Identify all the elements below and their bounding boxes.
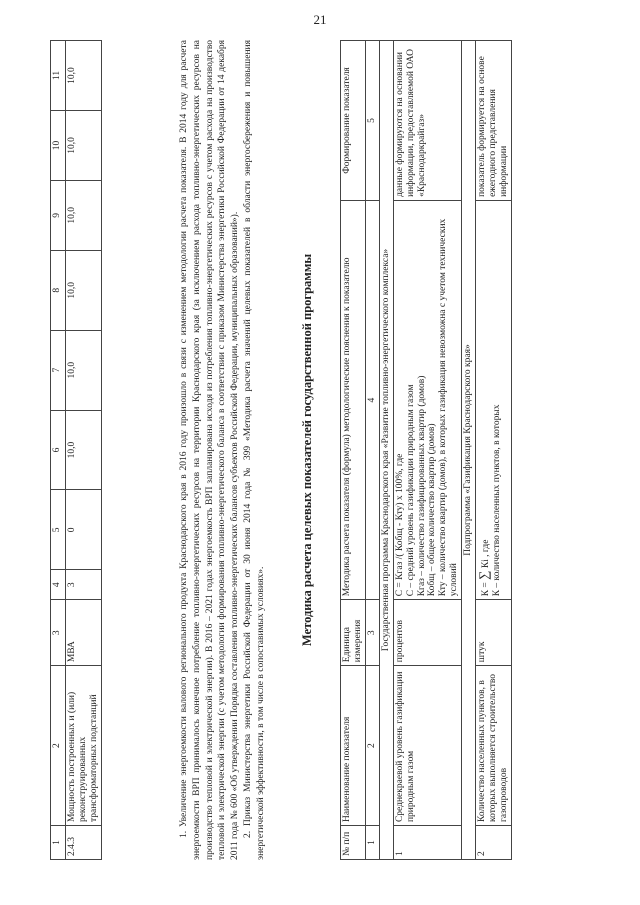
t2-row2-method <box>476 200 512 599</box>
methodology-table <box>340 40 512 860</box>
t2-row1-method <box>393 200 462 599</box>
t1-cell-status: 3 <box>66 570 102 600</box>
table2-section-subprogram <box>462 41 476 860</box>
t1-colnum: 4 <box>51 570 66 600</box>
section-program-title: Государственная программа Краснодарского края «Развитие топливно-энергетического комплекса» <box>379 41 393 860</box>
method-line: Кобщ – общее количество квартир (домов) <box>427 423 438 597</box>
t1-colnum: 7 <box>51 330 66 410</box>
formula-k: К = <box>481 582 492 597</box>
t2-row2-unit: штук <box>476 600 512 666</box>
footnotes <box>178 40 268 860</box>
section-heading: Методика расчета целевых показателей государственной программы <box>300 253 314 647</box>
t2-header-unit: Единица измерения <box>341 600 366 666</box>
footnote-2: 2. Приказ Министерства энергетики Российской Федерации от 30 июня 2014 года № 399 «Методика расчета значений целевых показателей в области энергосбережения и повышения энергетической эффективности, в том числе в сопоставимых условиях». <box>243 40 266 860</box>
t2-row2-source: показатель формируется на основе ежегодного представления информации <box>476 41 512 201</box>
t1-colnum: 3 <box>51 600 66 666</box>
t1-colnum: 9 <box>51 180 66 250</box>
t2-colnum: 2 <box>365 666 379 826</box>
t1-cell-name: Мощность построенных и (или) реконструированных трансформаторных подстанций <box>66 666 102 826</box>
t2-colnum: 4 <box>365 200 379 599</box>
t1-colnum: 10 <box>51 111 66 181</box>
t1-cell-value: 10,0 <box>66 111 102 181</box>
t1-cell-value: 10,0 <box>66 330 102 410</box>
t1-cell-value: 10,0 <box>66 180 102 250</box>
t2-colnum: 1 <box>365 826 379 860</box>
section-subprogram-title: Подпрограмма «Газификация Краснодарского края» <box>462 41 476 860</box>
t1-cell-value: 10,0 <box>66 410 102 490</box>
t2-row1-unit: процентов <box>393 600 462 666</box>
method-line: Кту – количество квартир (домов), в которых газификация невозможна с учетом технических условий <box>438 218 460 597</box>
t2-header-name: Наименование показателя <box>341 666 366 826</box>
table2-column-numbers <box>365 41 379 860</box>
table-row <box>393 41 462 860</box>
t2-row1-num: 1 <box>393 826 462 860</box>
formula-where: , где <box>481 539 492 557</box>
table-row <box>66 41 102 860</box>
t2-colnum: 5 <box>365 41 379 201</box>
method-line: С = Кгаз /( Кобщ - Кту) х 100%, где <box>394 453 405 597</box>
t2-row2-num: 2 <box>476 826 512 860</box>
t1-colnum: 1 <box>51 826 66 860</box>
t1-cell-value: 0 <box>66 490 102 570</box>
t1-cell-unit: МВА <box>66 600 102 666</box>
rotated-landscape-page <box>50 40 610 860</box>
t2-colnum: 3 <box>365 600 379 666</box>
t1-cell-num: 2.4.3 <box>66 826 102 860</box>
table-row <box>476 41 512 860</box>
t1-cell-value: 10,0 <box>66 41 102 111</box>
table1-column-numbers <box>51 41 66 860</box>
sum-symbol: ∑ <box>476 570 492 580</box>
table2-header-row <box>341 41 366 860</box>
method-line: К – количество населенных пунктов, в которых <box>492 404 503 597</box>
t1-colnum: 5 <box>51 490 66 570</box>
t2-header-num: № п/п <box>341 826 366 860</box>
page-number: 21 <box>313 12 327 27</box>
t2-row2-name: Количество населенных пунктов, в которых выполняется строительство газопроводов <box>476 666 512 826</box>
t2-row1-name: Среднекраевой уровень газификации природным газом <box>393 666 462 826</box>
method-line: С – средний уровень газификации природным газом <box>405 384 416 597</box>
t1-cell-value: 10,0 <box>66 250 102 330</box>
t2-header-method: Методика расчета показателя (формула) методологические пояснения к показателю <box>341 200 366 599</box>
t1-colnum: 2 <box>51 666 66 826</box>
t1-colnum: 6 <box>51 410 66 490</box>
footnote-1: 1. Увеличение энергоемкости валового регионального продукта Краснодарского края в 2016 году произошло в связи с изменением методологии расчета показателя. В 2014 году для расчета энергоемкости ВРП принималось конечное потребление топливно-энергетических ресурсов на территории Краснодарского края (за исключением расхода топливно-энергетических ресурсов на производство тепловой и электрической энергии). В 2016 – 2021 годах энергоемкость ВРП запланирована исходя из потребления топливно-энергетических ресурсов с учетом расхода на производство тепловой и электрической энергии (с учетом методологии формирования топливно-энергетического баланса в соответствии с приказом Министерства энергетики Российской Федерации от 14 декабря 2011 года № 600 «Об утверждении Порядка составления топливно-энергетических балансов субъектов Российской Федерации, муниципальных образований»). <box>179 40 241 860</box>
formula-line <box>477 204 492 596</box>
formula-ki: Кi <box>481 559 492 569</box>
t1-colnum: 11 <box>51 41 66 111</box>
method-line: Кгаз – количество газифицированных квартир (домов) <box>416 375 427 597</box>
t1-colnum: 8 <box>51 250 66 330</box>
t2-row1-source: данные формируются на основании информации, предоставляемой ОАО «Краснодаркрайгаз» <box>393 41 462 201</box>
t2-header-source: Формирование показателя <box>341 41 366 201</box>
table2-section-program <box>379 41 393 860</box>
indicators-table-continuation <box>50 40 102 860</box>
